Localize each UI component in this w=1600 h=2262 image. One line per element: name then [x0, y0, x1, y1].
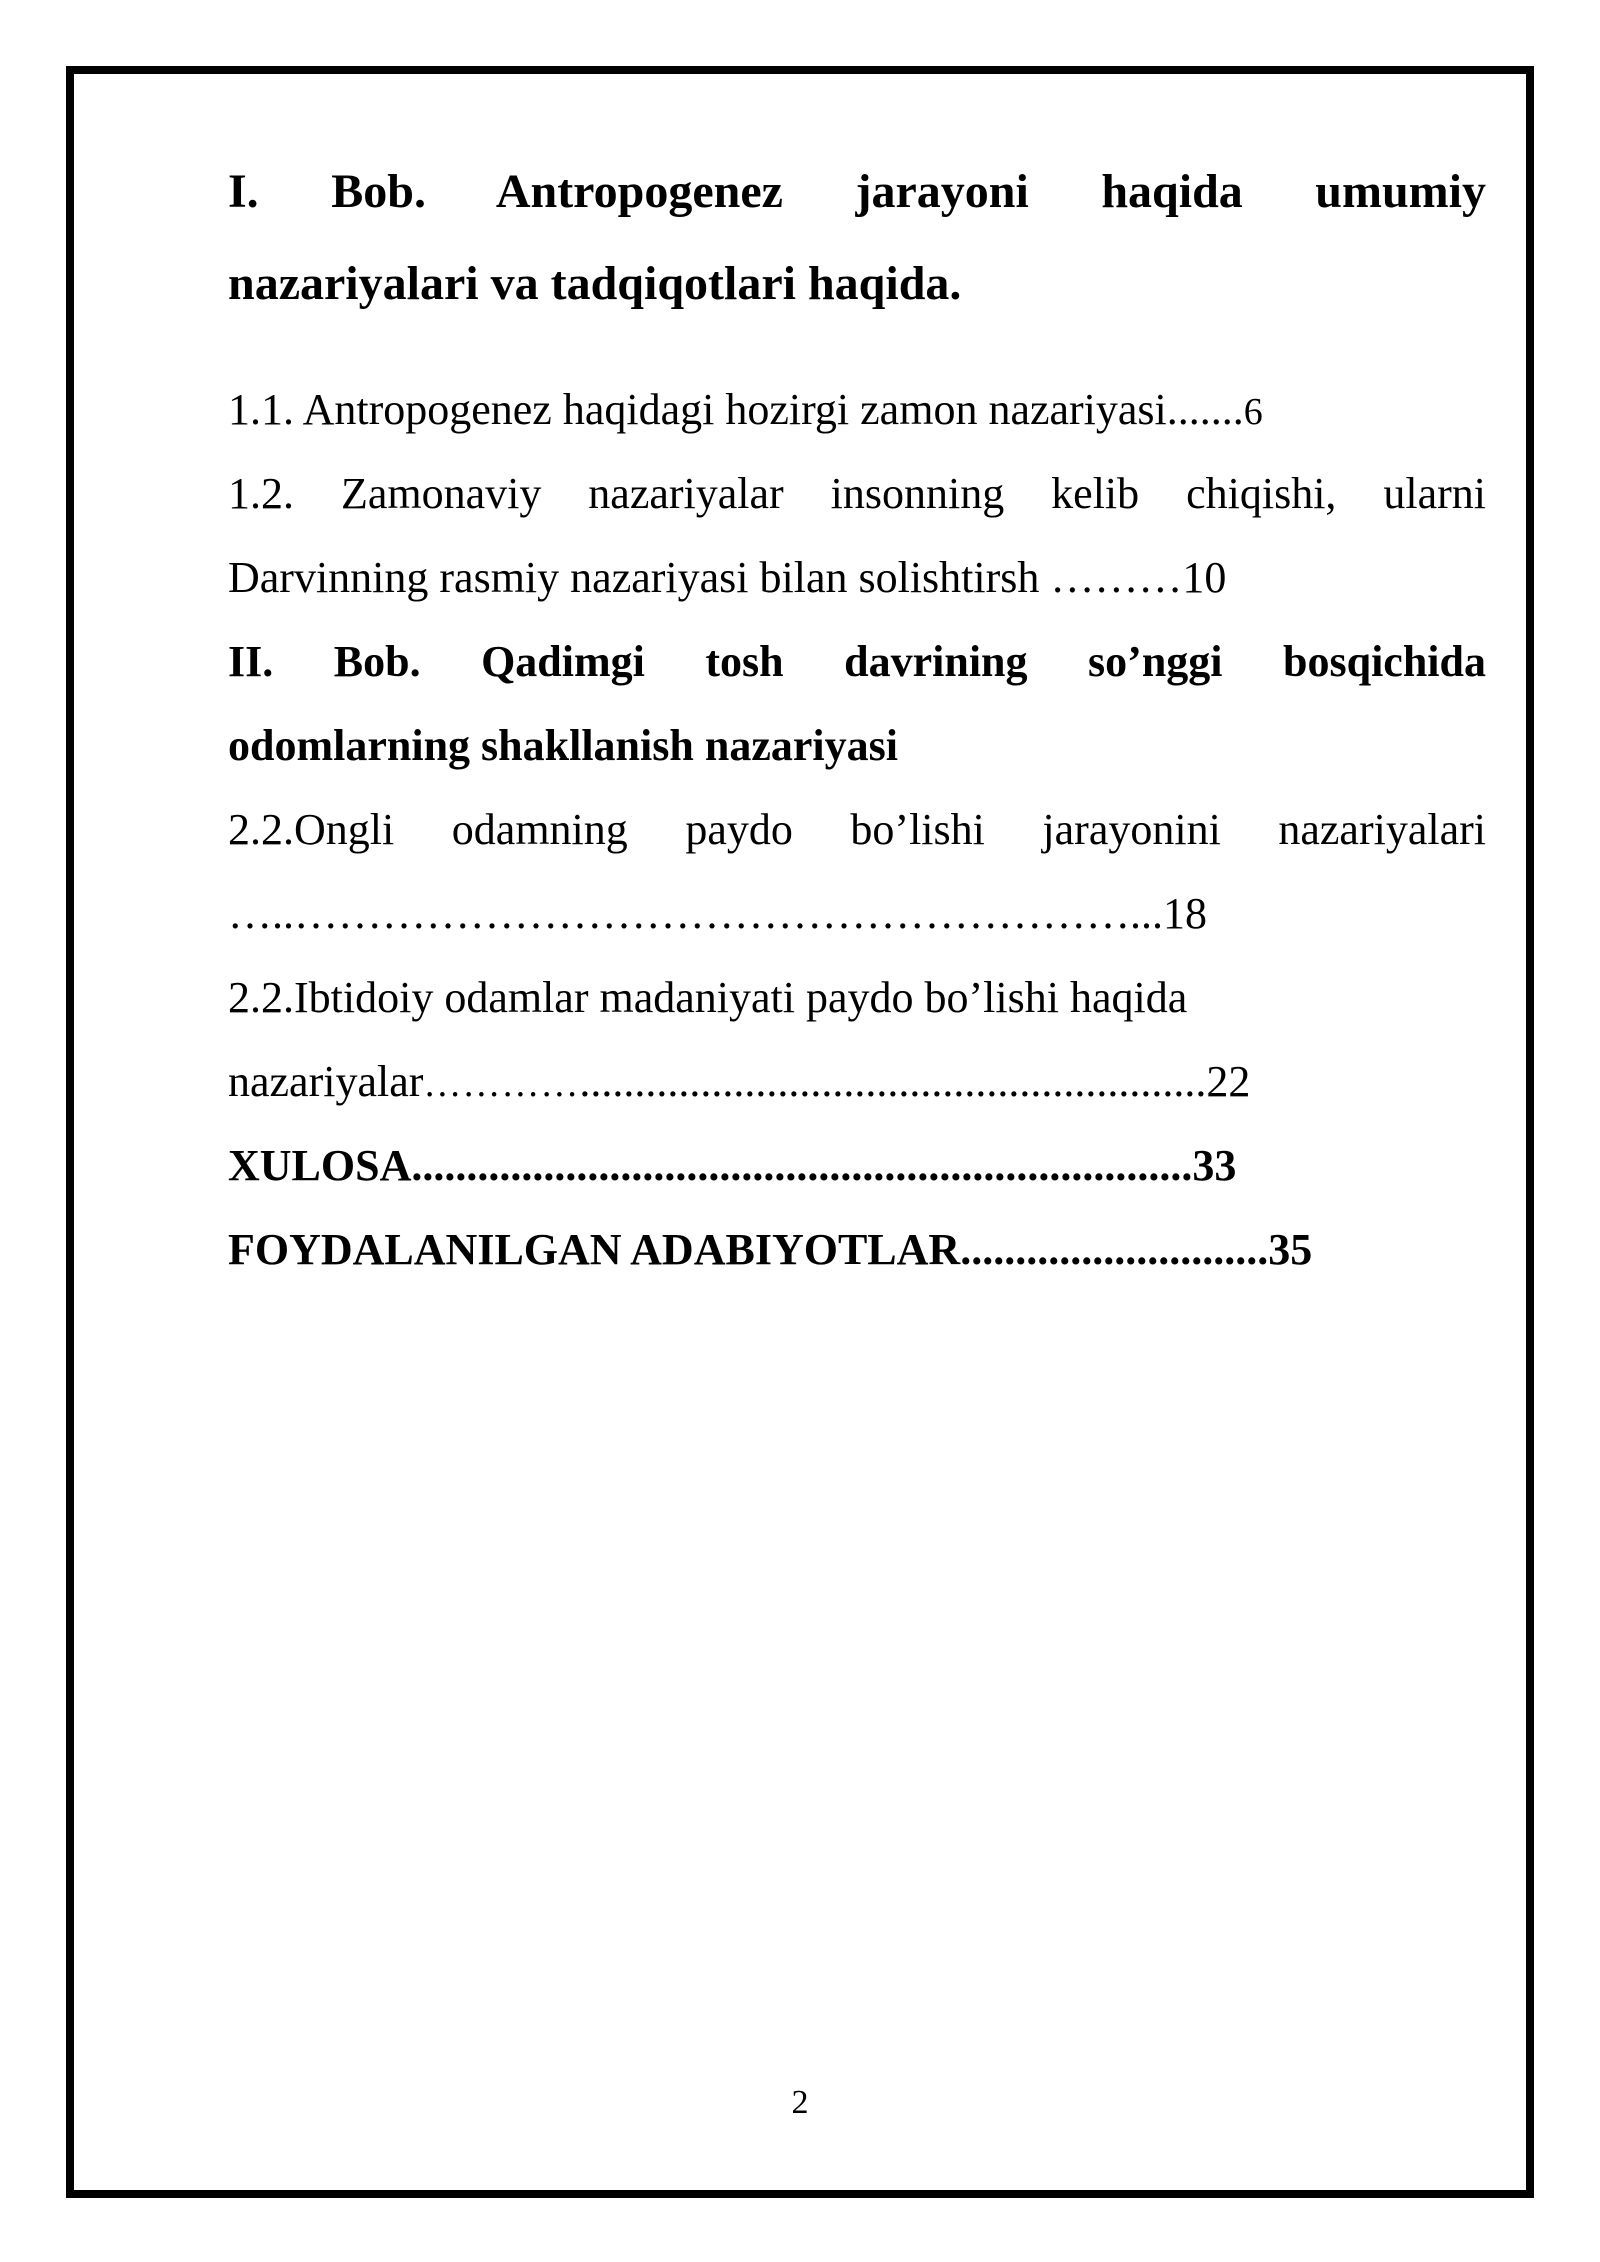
- chapter-2-heading-line-1: II. Bob. Qadimgi tosh davrining so’nggi bosqichida: [228, 637, 1486, 686]
- toc-references-title: FOYDALANILGAN ADABIYOTLAR: [228, 1225, 961, 1274]
- toc-entry-1-2-title: Darvinning rasmiy nazariyasi bilan solishtirsh: [228, 553, 1051, 602]
- toc-references: [228, 1208, 1486, 1292]
- toc-references-dots: ............................: [960, 1225, 1269, 1274]
- toc-entry-1-1: [228, 368, 1486, 454]
- toc-entry-2-1-page: 18: [1163, 889, 1207, 938]
- toc-entry-1-2-line-1: 1.2. Zamonaviy nazariyalar insonning kelib chiqishi, ularni: [228, 469, 1486, 518]
- toc-entry-1-2-line-2: [228, 536, 1486, 620]
- page-number: 2: [791, 2084, 809, 2121]
- toc-conclusion: [228, 1124, 1486, 1208]
- toc-entry-1-1-dots: .......: [1166, 385, 1244, 434]
- toc-conclusion-title: XULOSA: [228, 1141, 412, 1190]
- toc-entry-2-2-dots: .........................................................: [579, 1057, 1207, 1106]
- toc-entry-2-1-line-1: 2.2.Ongli odamning paydo bo’lishi jarayonini nazariyalari: [228, 805, 1486, 854]
- toc-entry-2-2-dots-light: …………: [423, 1063, 580, 1105]
- toc-references-page: 35: [1268, 1225, 1313, 1274]
- toc-conclusion-dots: .......................................................................: [411, 1141, 1193, 1190]
- toc-entry-1-2-dots: ………: [1050, 553, 1183, 602]
- toc-entry-2-2-title: nazariyalar: [228, 1057, 424, 1106]
- toc-entry-1-1-page: 6: [1243, 391, 1263, 433]
- chapter-1-heading-line-2: nazariyalari va tadqiqotlari haqida.: [228, 257, 962, 310]
- toc-conclusion-page: 33: [1192, 1141, 1237, 1190]
- toc-entry-2-1-dots: …..…………………………………………………...: [228, 889, 1163, 938]
- chapter-1-heading-line-1: I. Bob. Antropogenez jarayoni haqida umumiy: [228, 165, 1486, 218]
- chapter-1-heading: [228, 146, 1486, 330]
- chapter-2-heading-line-2: odomlarning shakllanish nazariyasi: [228, 721, 898, 770]
- toc-entry-2-2-line-2: [228, 1040, 1486, 1126]
- toc-entry-1-2-page: 10: [1182, 553, 1227, 602]
- toc-entry-2-1-line-2: [228, 872, 1486, 956]
- toc-entry-2-2-page: 22: [1206, 1057, 1251, 1106]
- toc-entry-2-2-line-1: 2.2.Ibtidoiy odamlar madaniyati paydo bo’lishi haqida: [228, 973, 1188, 1022]
- toc-entry-1-1-title: 1.1. Antropogenez haqidagi hozirgi zamon nazariyasi: [228, 385, 1167, 434]
